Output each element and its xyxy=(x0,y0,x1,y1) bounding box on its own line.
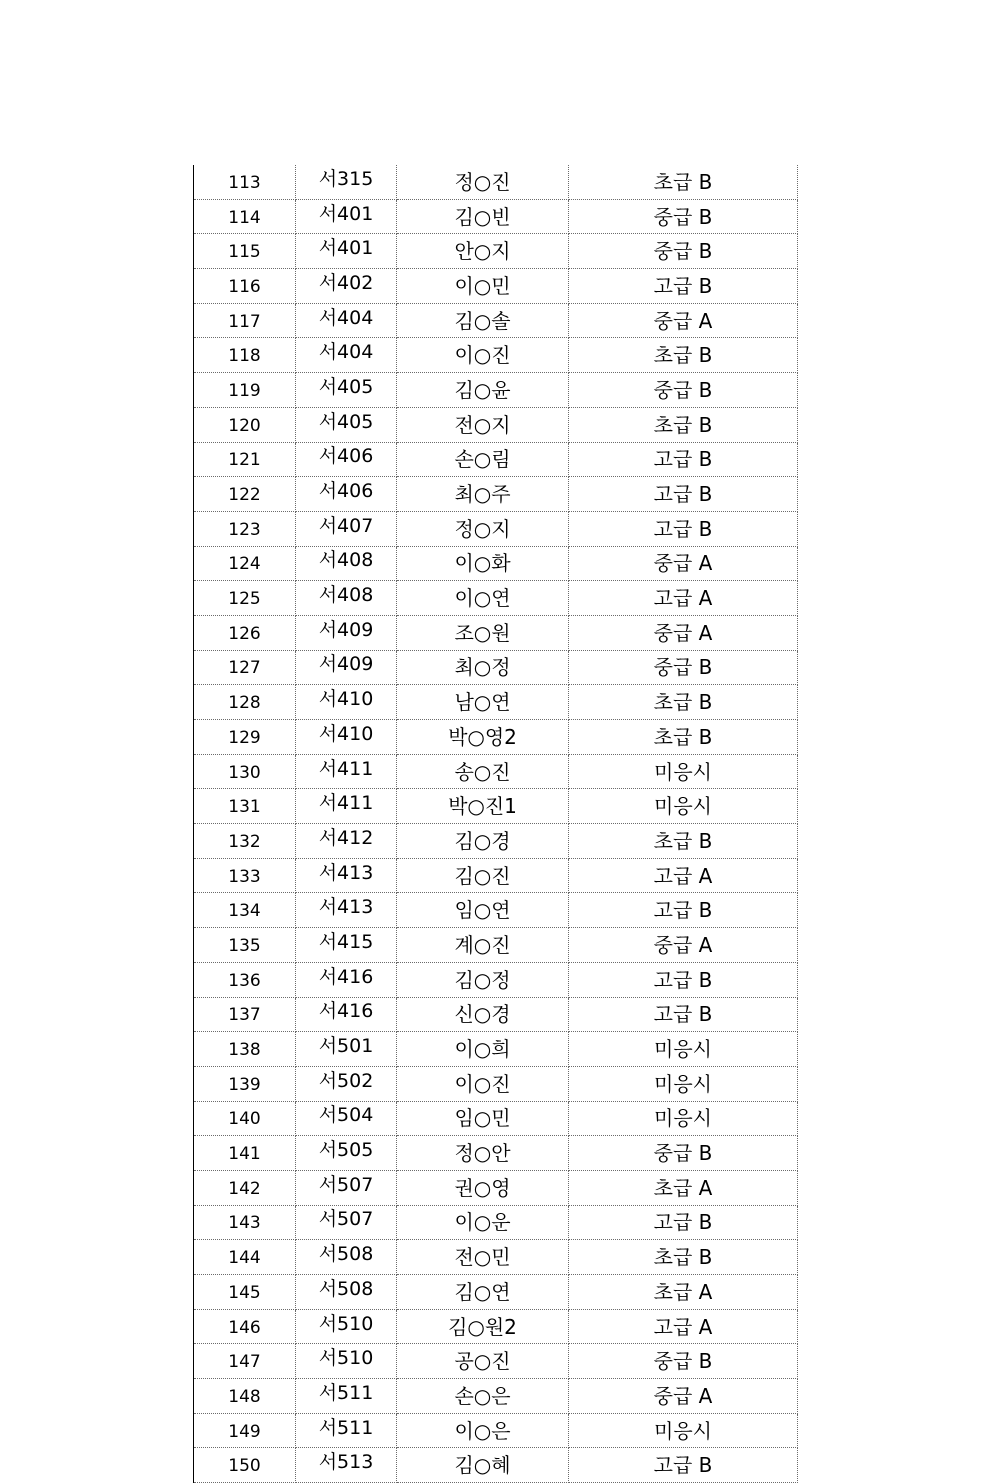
level-cell: 초급 B xyxy=(569,824,798,859)
level-cell: 초급 A xyxy=(569,1275,798,1310)
row-number-cell: 128 xyxy=(194,685,296,720)
level-cell: 미응시 xyxy=(569,1032,798,1067)
name-cell: 김○경 xyxy=(397,824,569,859)
room-cell: 서410 xyxy=(296,720,397,755)
name-cell: 이○진 xyxy=(397,338,569,373)
table-row xyxy=(194,303,798,338)
level-cell: 초급 B xyxy=(569,685,798,720)
room-cell: 서511 xyxy=(296,1413,397,1448)
table-row xyxy=(194,546,798,581)
room-cell: 서406 xyxy=(296,477,397,512)
table-row xyxy=(194,685,798,720)
name-cell: 송○진 xyxy=(397,754,569,789)
row-number-cell: 137 xyxy=(194,997,296,1032)
name-cell: 전○지 xyxy=(397,407,569,442)
name-cell: 최○정 xyxy=(397,650,569,685)
room-cell: 서501 xyxy=(296,1032,397,1067)
level-cell: 미응시 xyxy=(569,754,798,789)
row-number-cell: 149 xyxy=(194,1413,296,1448)
room-cell: 서401 xyxy=(296,199,397,234)
level-cell: 초급 B xyxy=(569,338,798,373)
room-cell: 서510 xyxy=(296,1344,397,1379)
row-number-cell: 114 xyxy=(194,199,296,234)
room-cell: 서416 xyxy=(296,962,397,997)
table-row xyxy=(194,1448,798,1483)
row-number-cell: 135 xyxy=(194,928,296,963)
level-cell: 중급 B xyxy=(569,199,798,234)
name-cell: 김○진 xyxy=(397,858,569,893)
row-number-cell: 123 xyxy=(194,511,296,546)
table-row xyxy=(194,1275,798,1310)
level-cell: 고급 B xyxy=(569,1448,798,1483)
level-cell: 중급 A xyxy=(569,303,798,338)
room-cell: 서411 xyxy=(296,789,397,824)
name-cell: 정○지 xyxy=(397,511,569,546)
table-row xyxy=(194,928,798,963)
room-cell: 서508 xyxy=(296,1275,397,1310)
room-cell: 서507 xyxy=(296,1170,397,1205)
table-row xyxy=(194,581,798,616)
level-cell: 중급 A xyxy=(569,615,798,650)
level-cell: 중급 B xyxy=(569,650,798,685)
name-cell: 최○주 xyxy=(397,477,569,512)
level-cell: 고급 B xyxy=(569,1205,798,1240)
table-row xyxy=(194,858,798,893)
table-row xyxy=(194,442,798,477)
name-cell: 계○진 xyxy=(397,928,569,963)
name-cell: 김○연 xyxy=(397,1275,569,1310)
room-cell: 서408 xyxy=(296,581,397,616)
name-cell: 임○연 xyxy=(397,893,569,928)
room-cell: 서401 xyxy=(296,234,397,269)
table-row xyxy=(194,1066,798,1101)
name-cell: 안○지 xyxy=(397,234,569,269)
table-row xyxy=(194,269,798,304)
row-number-cell: 142 xyxy=(194,1170,296,1205)
level-cell: 고급 A xyxy=(569,581,798,616)
level-cell: 미응시 xyxy=(569,789,798,824)
room-cell: 서410 xyxy=(296,685,397,720)
level-cell: 고급 B xyxy=(569,997,798,1032)
row-number-cell: 147 xyxy=(194,1344,296,1379)
room-cell: 서413 xyxy=(296,858,397,893)
row-number-cell: 116 xyxy=(194,269,296,304)
row-number-cell: 113 xyxy=(194,165,296,199)
room-cell: 서315 xyxy=(296,165,397,199)
table-row xyxy=(194,199,798,234)
row-number-cell: 117 xyxy=(194,303,296,338)
table-row xyxy=(194,511,798,546)
row-number-cell: 136 xyxy=(194,962,296,997)
row-number-cell: 119 xyxy=(194,373,296,408)
row-number-cell: 129 xyxy=(194,720,296,755)
table-row xyxy=(194,720,798,755)
table-row xyxy=(194,824,798,859)
row-number-cell: 120 xyxy=(194,407,296,442)
name-cell: 손○은 xyxy=(397,1379,569,1414)
table-row xyxy=(194,1170,798,1205)
table-row xyxy=(194,1344,798,1379)
name-cell: 남○연 xyxy=(397,685,569,720)
table-row xyxy=(194,338,798,373)
table-row xyxy=(194,962,798,997)
room-cell: 서505 xyxy=(296,1136,397,1171)
row-number-cell: 146 xyxy=(194,1309,296,1344)
level-cell: 고급 B xyxy=(569,962,798,997)
row-number-cell: 145 xyxy=(194,1275,296,1310)
table-row xyxy=(194,1205,798,1240)
level-cell: 미응시 xyxy=(569,1101,798,1136)
level-cell: 초급 A xyxy=(569,1170,798,1205)
name-cell: 신○경 xyxy=(397,997,569,1032)
name-cell: 임○민 xyxy=(397,1101,569,1136)
level-cell: 고급 B xyxy=(569,269,798,304)
row-number-cell: 148 xyxy=(194,1379,296,1414)
table-row xyxy=(194,1240,798,1275)
row-number-cell: 134 xyxy=(194,893,296,928)
table-row xyxy=(194,1413,798,1448)
name-cell: 권○영 xyxy=(397,1170,569,1205)
level-cell: 중급 A xyxy=(569,1379,798,1414)
table-row xyxy=(194,407,798,442)
level-cell: 중급 A xyxy=(569,546,798,581)
room-cell: 서511 xyxy=(296,1379,397,1414)
level-cell: 고급 A xyxy=(569,858,798,893)
row-number-cell: 138 xyxy=(194,1032,296,1067)
name-cell: 박○진1 xyxy=(397,789,569,824)
room-cell: 서407 xyxy=(296,511,397,546)
room-cell: 서507 xyxy=(296,1205,397,1240)
name-cell: 손○림 xyxy=(397,442,569,477)
table-row xyxy=(194,1136,798,1171)
name-cell: 김○솔 xyxy=(397,303,569,338)
name-cell: 이○은 xyxy=(397,1413,569,1448)
row-number-cell: 140 xyxy=(194,1101,296,1136)
level-cell: 중급 B xyxy=(569,234,798,269)
row-number-cell: 127 xyxy=(194,650,296,685)
table-row xyxy=(194,1101,798,1136)
level-cell: 초급 B xyxy=(569,720,798,755)
row-number-cell: 143 xyxy=(194,1205,296,1240)
table-row xyxy=(194,234,798,269)
level-cell: 고급 B xyxy=(569,477,798,512)
room-cell: 서411 xyxy=(296,754,397,789)
results-table-body xyxy=(194,165,798,1483)
level-cell: 중급 B xyxy=(569,373,798,408)
row-number-cell: 131 xyxy=(194,789,296,824)
room-cell: 서405 xyxy=(296,373,397,408)
row-number-cell: 126 xyxy=(194,615,296,650)
name-cell: 박○영2 xyxy=(397,720,569,755)
results-table xyxy=(193,165,798,1483)
room-cell: 서405 xyxy=(296,407,397,442)
name-cell: 이○민 xyxy=(397,269,569,304)
row-number-cell: 141 xyxy=(194,1136,296,1171)
row-number-cell: 124 xyxy=(194,546,296,581)
room-cell: 서513 xyxy=(296,1448,397,1483)
level-cell: 미응시 xyxy=(569,1413,798,1448)
row-number-cell: 122 xyxy=(194,477,296,512)
row-number-cell: 133 xyxy=(194,858,296,893)
level-cell: 고급 A xyxy=(569,1309,798,1344)
row-number-cell: 132 xyxy=(194,824,296,859)
name-cell: 이○희 xyxy=(397,1032,569,1067)
row-number-cell: 121 xyxy=(194,442,296,477)
name-cell: 김○윤 xyxy=(397,373,569,408)
row-number-cell: 115 xyxy=(194,234,296,269)
level-cell: 초급 B xyxy=(569,407,798,442)
row-number-cell: 130 xyxy=(194,754,296,789)
table-row xyxy=(194,650,798,685)
name-cell: 김○빈 xyxy=(397,199,569,234)
table-row xyxy=(194,1032,798,1067)
name-cell: 전○민 xyxy=(397,1240,569,1275)
table-row xyxy=(194,165,798,199)
room-cell: 서409 xyxy=(296,615,397,650)
room-cell: 서415 xyxy=(296,928,397,963)
level-cell: 중급 B xyxy=(569,1344,798,1379)
name-cell: 공○진 xyxy=(397,1344,569,1379)
room-cell: 서402 xyxy=(296,269,397,304)
room-cell: 서409 xyxy=(296,650,397,685)
name-cell: 정○안 xyxy=(397,1136,569,1171)
room-cell: 서406 xyxy=(296,442,397,477)
room-cell: 서413 xyxy=(296,893,397,928)
name-cell: 이○운 xyxy=(397,1205,569,1240)
row-number-cell: 144 xyxy=(194,1240,296,1275)
table-row xyxy=(194,997,798,1032)
level-cell: 초급 B xyxy=(569,1240,798,1275)
level-cell: 고급 B xyxy=(569,511,798,546)
table-row xyxy=(194,615,798,650)
level-cell: 초급 B xyxy=(569,165,798,199)
name-cell: 김○정 xyxy=(397,962,569,997)
room-cell: 서504 xyxy=(296,1101,397,1136)
table-row xyxy=(194,1309,798,1344)
room-cell: 서508 xyxy=(296,1240,397,1275)
name-cell: 김○원2 xyxy=(397,1309,569,1344)
table-row xyxy=(194,893,798,928)
table-row xyxy=(194,477,798,512)
table-row xyxy=(194,373,798,408)
level-cell: 고급 B xyxy=(569,442,798,477)
room-cell: 서404 xyxy=(296,338,397,373)
row-number-cell: 125 xyxy=(194,581,296,616)
level-cell: 고급 B xyxy=(569,893,798,928)
table-row xyxy=(194,789,798,824)
room-cell: 서408 xyxy=(296,546,397,581)
name-cell: 정○진 xyxy=(397,165,569,199)
room-cell: 서412 xyxy=(296,824,397,859)
level-cell: 미응시 xyxy=(569,1066,798,1101)
name-cell: 조○원 xyxy=(397,615,569,650)
row-number-cell: 118 xyxy=(194,338,296,373)
room-cell: 서510 xyxy=(296,1309,397,1344)
table-row xyxy=(194,1379,798,1414)
name-cell: 이○연 xyxy=(397,581,569,616)
name-cell: 이○진 xyxy=(397,1066,569,1101)
room-cell: 서416 xyxy=(296,997,397,1032)
name-cell: 이○화 xyxy=(397,546,569,581)
room-cell: 서502 xyxy=(296,1066,397,1101)
level-cell: 중급 B xyxy=(569,1136,798,1171)
table-row xyxy=(194,754,798,789)
level-cell: 중급 A xyxy=(569,928,798,963)
row-number-cell: 139 xyxy=(194,1066,296,1101)
name-cell: 김○혜 xyxy=(397,1448,569,1483)
room-cell: 서404 xyxy=(296,303,397,338)
row-number-cell: 150 xyxy=(194,1448,296,1483)
